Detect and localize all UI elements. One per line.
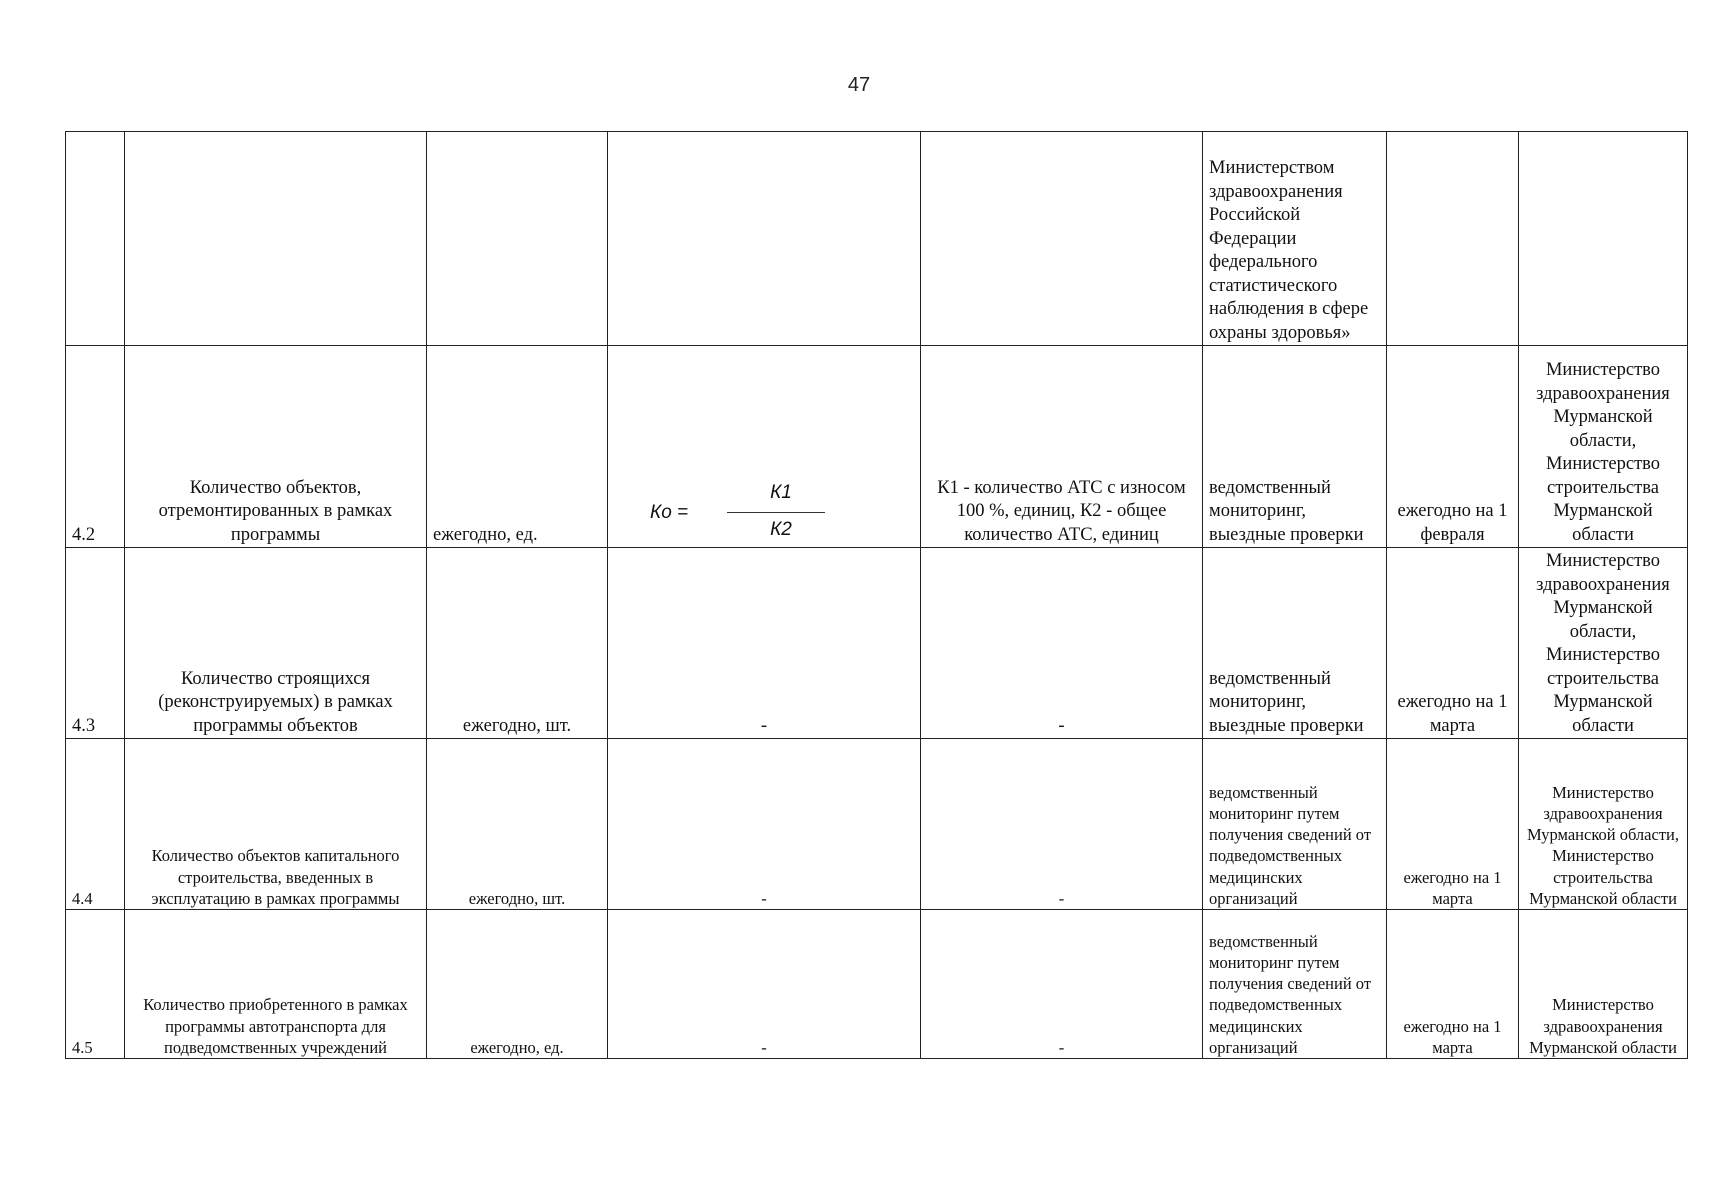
- row-number: 4.3: [66, 548, 125, 739]
- formula-cell: [608, 346, 921, 548]
- periodicity: [427, 132, 608, 346]
- indicator-name: Количество приобретенного в рамках программы автотранспорта для подведомственных учреждений: [125, 910, 427, 1059]
- periodicity: ежегодно, ед.: [427, 346, 608, 548]
- indicator-description: -: [921, 910, 1203, 1059]
- periodicity: ежегодно, шт.: [427, 739, 608, 910]
- row-number: 4.2: [66, 346, 125, 548]
- responsible: [1519, 132, 1688, 346]
- table-row: [66, 346, 1688, 548]
- deadline: ежегодно на 1 марта: [1387, 739, 1519, 910]
- periodicity: ежегодно, ед.: [427, 910, 608, 1059]
- periodicity: ежегодно, шт.: [427, 548, 608, 739]
- formula-cell: -: [608, 548, 921, 739]
- formula-cell: -: [608, 739, 921, 910]
- indicator-description: [921, 132, 1203, 346]
- formula-numerator: К1: [770, 482, 792, 503]
- responsible: Министерство здравоохранения Мурманской области, Министерство строительства Мурманской области: [1519, 346, 1688, 548]
- indicator-name: Количество объектов, отремонтированных в рамках программы: [125, 346, 427, 548]
- table-row: [66, 910, 1688, 1059]
- collection-method: Министерством здравоохранения Российской Федерации федерального статистического наблюдения в сфере охраны здоровья»: [1203, 132, 1387, 346]
- table-row: [66, 132, 1688, 346]
- indicator-description: -: [921, 739, 1203, 910]
- formula-lhs: Ко =: [650, 502, 689, 523]
- collection-method: ведомственный мониторинг путем получения сведений от подведомственных медицинских организаций: [1203, 739, 1387, 910]
- formula-cell: [608, 132, 921, 346]
- indicator-name: Количество строящихся (реконструируемых) в рамках программы объектов: [125, 548, 427, 739]
- formula: [614, 481, 914, 547]
- deadline: ежегодно на 1 февраля: [1387, 346, 1519, 548]
- table-row: [66, 548, 1688, 739]
- fraction-bar: [727, 512, 825, 513]
- row-number: 4.4: [66, 739, 125, 910]
- responsible: Министерство здравоохранения Мурманской области: [1519, 910, 1688, 1059]
- indicator-name: [125, 132, 427, 346]
- row-number: [66, 132, 125, 346]
- indicators-table: [65, 131, 1688, 1059]
- table-row: [66, 739, 1688, 910]
- formula-denominator: К2: [770, 519, 792, 540]
- collection-method: ведомственный мониторинг, выездные проверки: [1203, 346, 1387, 548]
- row-number: 4.5: [66, 910, 125, 1059]
- formula-cell: -: [608, 910, 921, 1059]
- responsible: Министерство здравоохранения Мурманской области, Министерство строительства Мурманской области: [1519, 548, 1688, 739]
- deadline: ежегодно на 1 марта: [1387, 548, 1519, 739]
- page-number: 47: [847, 74, 871, 96]
- deadline: [1387, 132, 1519, 346]
- indicator-name: Количество объектов капитального строительства, введенных в эксплуатацию в рамках программы: [125, 739, 427, 910]
- indicator-description: -: [921, 548, 1203, 739]
- collection-method: ведомственный мониторинг, выездные проверки: [1203, 548, 1387, 739]
- responsible: Министерство здравоохранения Мурманской области, Министерство строительства Мурманской области: [1519, 739, 1688, 910]
- collection-method: ведомственный мониторинг путем получения сведений от подведомственных медицинских организаций: [1203, 910, 1387, 1059]
- deadline: ежегодно на 1 марта: [1387, 910, 1519, 1059]
- indicator-description: К1 - количество АТС с износом 100 %, единиц, К2 - общее количество АТС, единиц: [921, 346, 1203, 548]
